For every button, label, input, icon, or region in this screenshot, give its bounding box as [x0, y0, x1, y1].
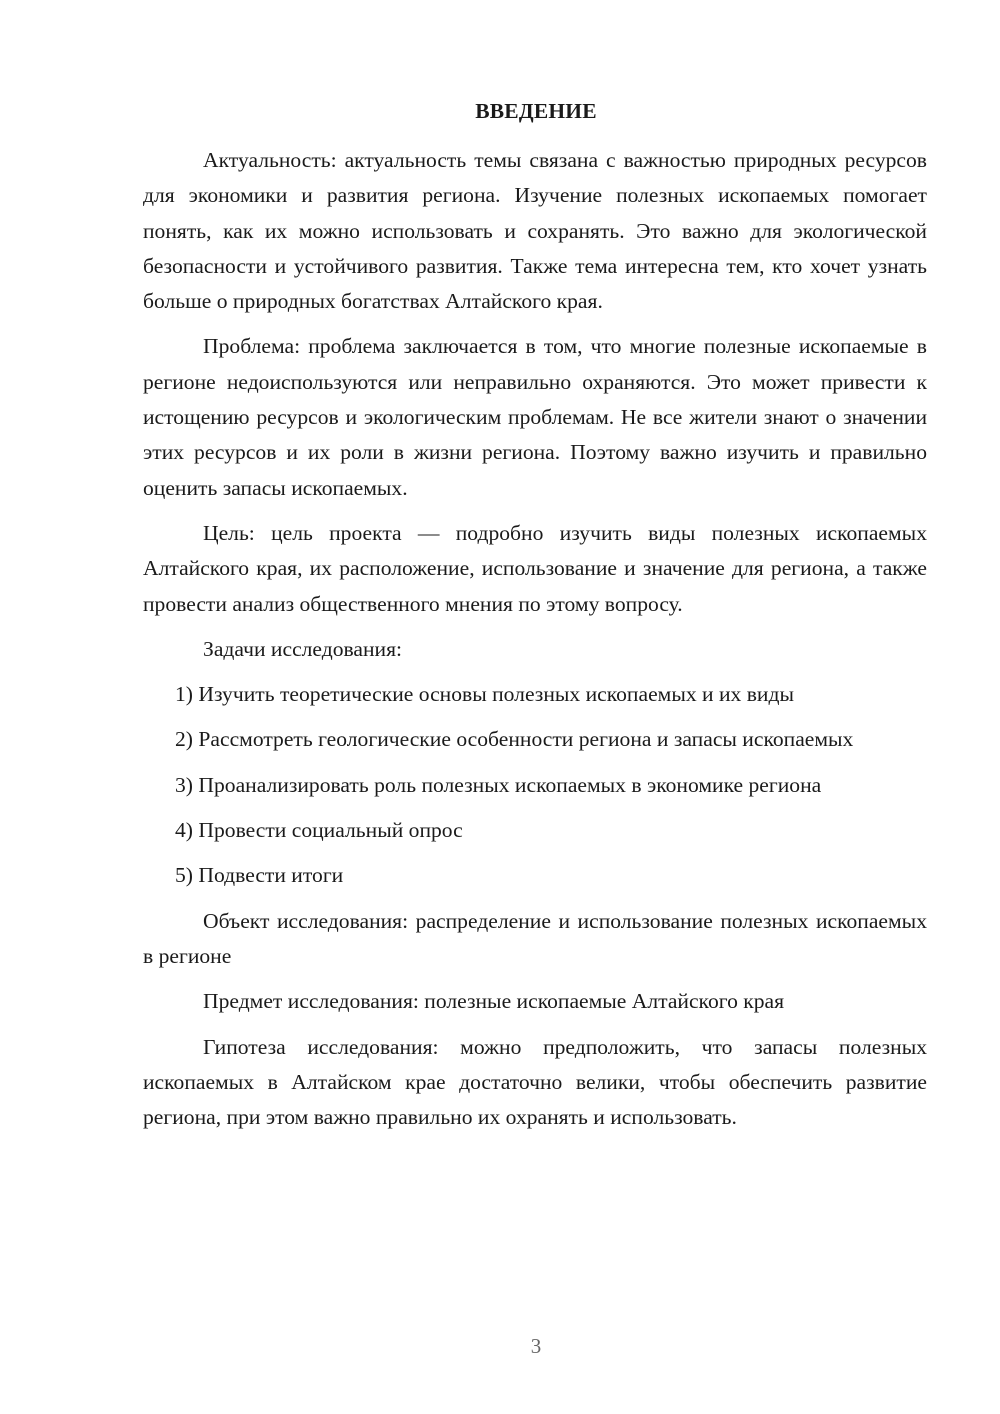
page-number: 3: [530, 1334, 542, 1358]
task-item: 5) Подвести итоги: [175, 863, 344, 888]
paragraph-relevance: Актуальность: актуальность темы связана с важностью природных ресурсов для экономики и развития региона. Изучение полезных ископаемых помогает понять, как их можно использовать и сохранять. Это важно для экологической безопасности и устойчивого развития. Также тема интересна тем, кто хочет узнать больше о природных богатствах Алтайского края.: [143, 148, 927, 314]
task-item: 1) Изучить теоретические основы полезных ископаемых и их виды: [175, 682, 794, 707]
paragraph-subject: Предмет исследования: полезные ископаемые Алтайского края: [203, 989, 785, 1014]
tasks-heading: Задачи исследования:: [203, 636, 403, 661]
document-body: [143, 143, 927, 1145]
paragraph-problem: Проблема: проблема заключается в том, что многие полезные ископаемые в регионе недоиспользуются или неправильно охраняются. Это может привести к истощению ресурсов и экологическим проблемам. Не все жители знают о значении этих ресурсов и их роли в жизни региона. Поэтому важно изучить и правильно оценить запасы ископаемых.: [143, 334, 927, 500]
paragraph-hypothesis: Гипотеза исследования: можно предположить, что запасы полезных ископаемых в Алтайском крае достаточно велики, чтобы обеспечить развитие региона, при этом важно правильно их охранять и использовать.: [143, 1034, 927, 1130]
task-item: 3) Проанализировать роль полезных ископаемых в экономике региона: [175, 772, 822, 797]
task-item: 4) Провести социальный опрос: [175, 818, 463, 843]
page-title: ВВЕДЕНИЕ: [475, 99, 597, 123]
paragraph-goal: Цель: цель проекта — подробно изучить виды полезных ископаемых Алтайского края, их расположение, использование и значение для региона, а также провести анализ общественного мнения по этому вопросу.: [143, 520, 927, 616]
task-item: 2) Рассмотреть геологические особенности региона и запасы ископаемых: [175, 727, 854, 752]
paragraph-object: Объект исследования: распределение и использование полезных ископаемых в регионе: [143, 908, 927, 968]
